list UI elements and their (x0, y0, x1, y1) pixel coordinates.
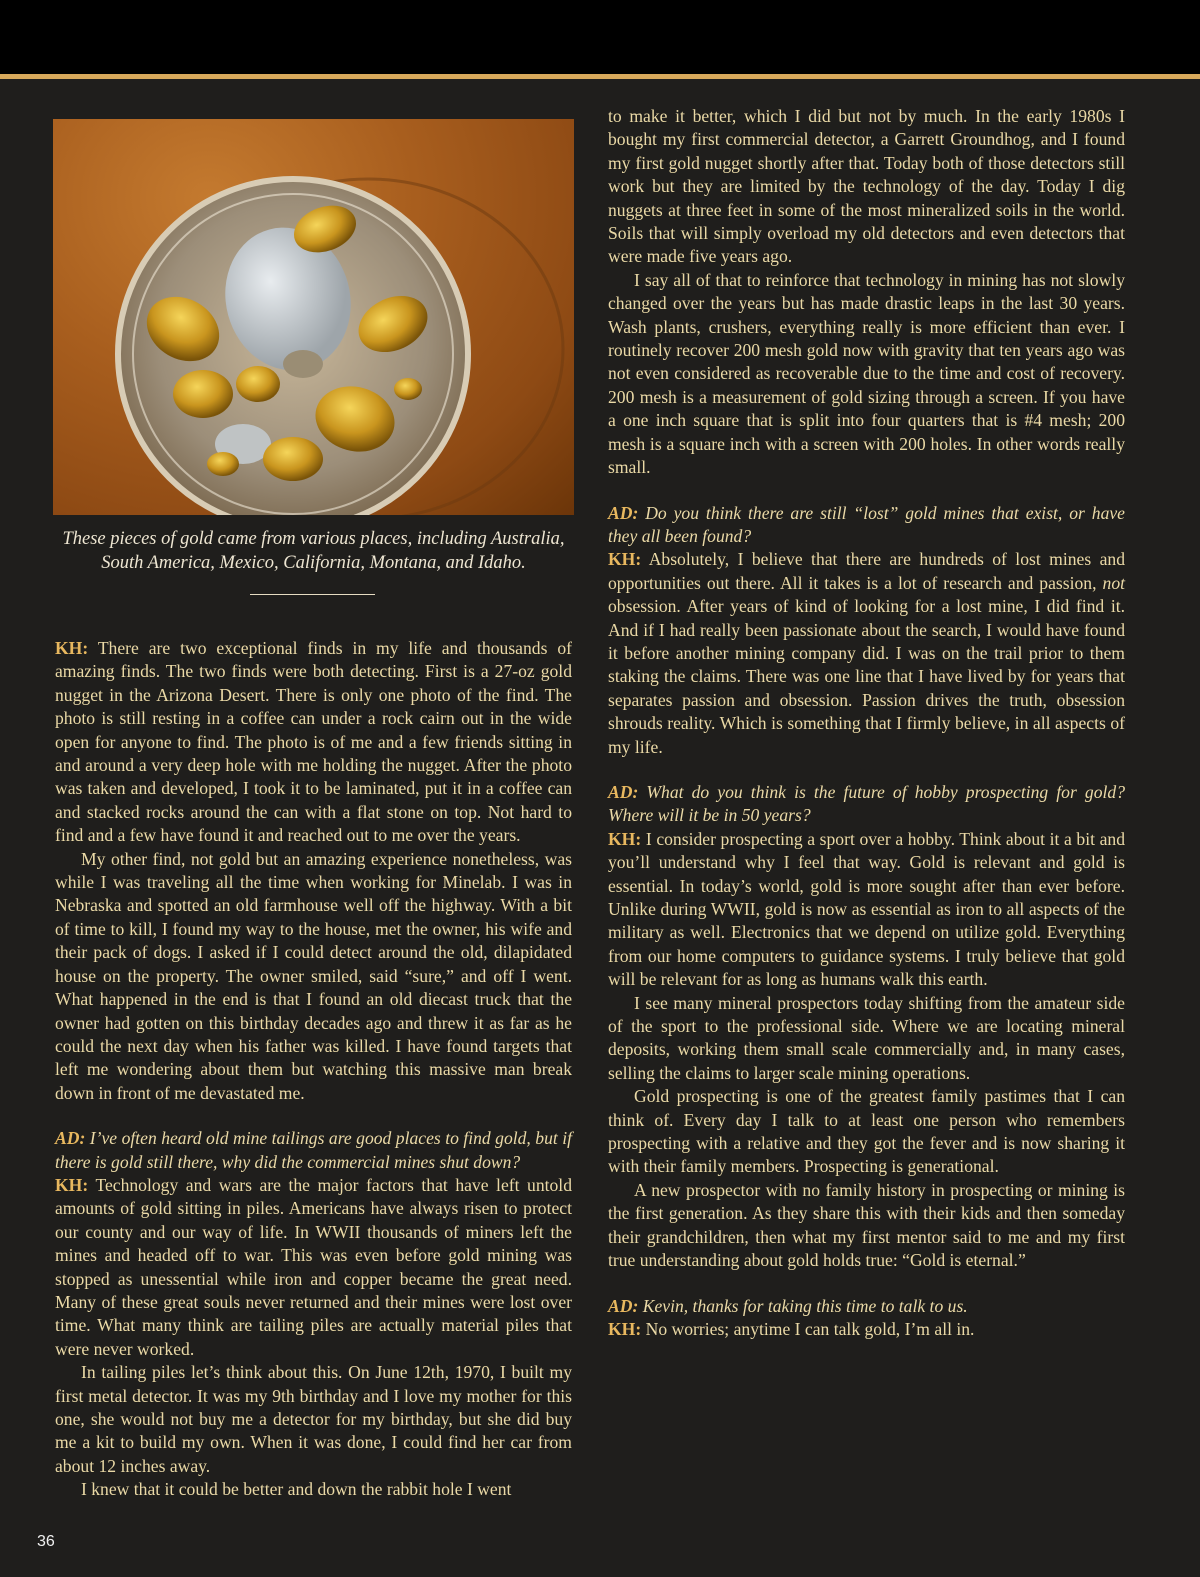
kh-answer-finds (55, 637, 572, 848)
left-column (55, 637, 572, 1502)
paragraph-text: No worries; anytime I can talk gold, I’m all in. (645, 1318, 975, 1339)
kh-answer-future (608, 828, 1125, 992)
paragraph-text: Absolutely, I believe that there are hundreds of lost mines and opportunities out there. All it takes is a lot of research and passion, (608, 549, 1125, 593)
paragraph-first-detector: In tailing piles let’s think about this. On June 12th, 1970, I built my first metal detector. It was my 9th birthday and I love my mother for this one, she would not buy me a detector for my birthday, but she did buy me a kit to build my own. When it was done, I could find her car from about 12 inches away. (55, 1362, 572, 1476)
paragraph-continued: to make it better, which I did but not by much. In the early 1980s I bought my first commercial detector, a Garrett Groundhog, and I found my first gold nugget shortly after that. Today both of those detectors still work but they are limited by the technology of the day. Today I dig nuggets at three feet in some of the most mineralized soils in the world. Soils that will simply overload my old detectors and even detectors that were made five years ago. (608, 106, 1125, 267)
speaker-label: KH: (608, 828, 642, 849)
question-text: Kevin, thanks for taking this time to talk to us. (642, 1295, 968, 1316)
speaker-label: KH: (55, 1174, 89, 1195)
question-text: Do you think there are still “lost” gold mines that exist, or have they all been found? (608, 502, 1125, 546)
speaker-label: AD: (608, 1295, 639, 1316)
question-text: I’ve often heard old mine tailings are good places to find gold, but if there is gold still there, why did the commercial mines shut down? (55, 1128, 573, 1172)
speaker-label: AD: (608, 502, 639, 523)
speaker-label: KH: (608, 1318, 642, 1339)
kh-answer-tailings (55, 1174, 572, 1361)
gold-nuggets-photo (53, 119, 574, 515)
paragraph-text: Technology and wars are the major factors that have left untold amounts of gold sitting in piles. Americans have always risen to protect our county and our way of life. In WWII thousands of miners left the mines and headed off to war. This was even before gold mining was stopped as unessential while iron and copper became the great need. Many of these great souls never returned and their mines were lost over time. What many think are tailing piles are actually material piles that were never worked. (55, 1174, 572, 1359)
paragraph-text: obsession. After years of kind of looking for a lost mine, I did find it. And if I had really been passionate about the search, I would have found it before another mining company did. I was on the trail prior to them staking the claims. There was one line that I have lived by for years that separates passion and obsession. Passion drives the truth, obsession shrouds reality. Which is something that I firmly believe, in all aspects of my life. (608, 596, 1125, 757)
paragraph-text: There are two exceptional finds in my life and thousands of amazing finds. The two finds were both detecting. First is a 27-oz gold nugget in the Arizona Desert. There is only one photo of the find. The photo is still resting in a coffee can under a rock cairn out in the wide open for anyone to find. The photo is of me and a few friends sitting in and around a very deep hole with me holding the nugget. After the photo was taken and developed, I took it to be laminated, put it in a coffee can and stacked rocks around the can with a flat stone on top. Not hard to find and a few have found it and reached out to me over the years. (55, 638, 572, 846)
question-thanks (608, 1295, 1125, 1318)
paragraph-rabbit-hole: I knew that it could be better and down the rabbit hole I went (81, 1479, 512, 1500)
paragraph-technology: I say all of that to reinforce that technology in mining has not slowly changed over the years but has made drastic leaps in the last 30 years. Wash plants, crushers, everything really is more efficient than ever. I routinely recover 200 mesh gold now with gravity that ten years ago was not even considered as recoverable due to the time and cost of recovery. 200 mesh is a measurement of gold sizing through a screen. If you have a one inch square that is split into four quarters that is #4 mesh; 200 mesh is a square inch with a screen with 200 holes. In other words really small. (608, 269, 1125, 478)
speaker-label: AD: (55, 1128, 86, 1149)
paragraph-text: I consider prospecting a sport over a hobby. Think about it a bit and you’ll understand why I feel that way. Gold is relevant and gold is essential. In today’s world, gold is more sought after than ever before. Unlike during WWII, gold is now as essential as iron to all aspects of the military as well. Electronics that we depend on utilize gold. Everything from our home computers to guidance systems. I truly believe that gold will be relevant for as long as humans walk this earth. (608, 828, 1126, 990)
paragraph-family-pastime: Gold prospecting is one of the greatest family pastimes that I can think of. Every day I talk to at least one person who remembers prospecting with a relative and they got the fever and is now sharing it with their family members. Prospecting is generational. (608, 1086, 1125, 1177)
paragraph-nebraska: My other find, not gold but an amazing experience nonetheless, was while I was traveling all the time when working for Minelab. I was in Nebraska and spotted an old farmhouse well off the highway. With a bit of time to kill, I found my way to the house, met the owner, his wife and their pack of dogs. I asked if I could detect around the old, dilapidated house on the property. The owner smiled, said “sure,” and off I went. What happened in the end is that I found an old diecast truck that the owner had gotten on this birthday decades ago and threw it as far as he could the next day when his father was killed. I have found targets that left me wondering about them but watching this massive man break down in front of me devastated me. (55, 848, 572, 1103)
photo-caption: These pieces of gold came from various places, including Australia, South America, Mexico, California, Montana, and Idaho. (62, 529, 565, 573)
top-black-band (0, 0, 1200, 74)
speaker-label: KH: (55, 638, 89, 658)
kh-answer-thanks (608, 1318, 1125, 1341)
right-column (608, 105, 1125, 1341)
paragraph-new-prospector: A new prospector with no family history in prospecting or mining is the first generation. As they share this with their kids and then someday their grandchildren, then what my first mentor said to me and my first true understanding about gold holds true: “Gold is eternal.” (608, 1179, 1125, 1271)
page-number: 36 (37, 1533, 55, 1550)
paragraph-mineral-prospectors: I see many mineral prospectors today shifting from the amateur side of the sport to the professional side. Where we are locating mineral deposits, working them small scale commercially and, in many cases, selling the claims to larger scale mining operations. (608, 992, 1125, 1083)
emphasis-text: not (1102, 572, 1126, 593)
speaker-label: AD: (608, 781, 639, 802)
caption-rule (250, 594, 375, 595)
question-lost-mines (608, 502, 1125, 549)
question-text: What do you think is the future of hobby prospecting for gold? Where will it be in 50 years? (608, 781, 1125, 826)
kh-answer-lost-mines (608, 548, 1125, 759)
question-future (608, 781, 1125, 828)
gold-rule (0, 74, 1200, 79)
question-tailings (55, 1127, 572, 1174)
speaker-label: KH: (608, 549, 642, 570)
